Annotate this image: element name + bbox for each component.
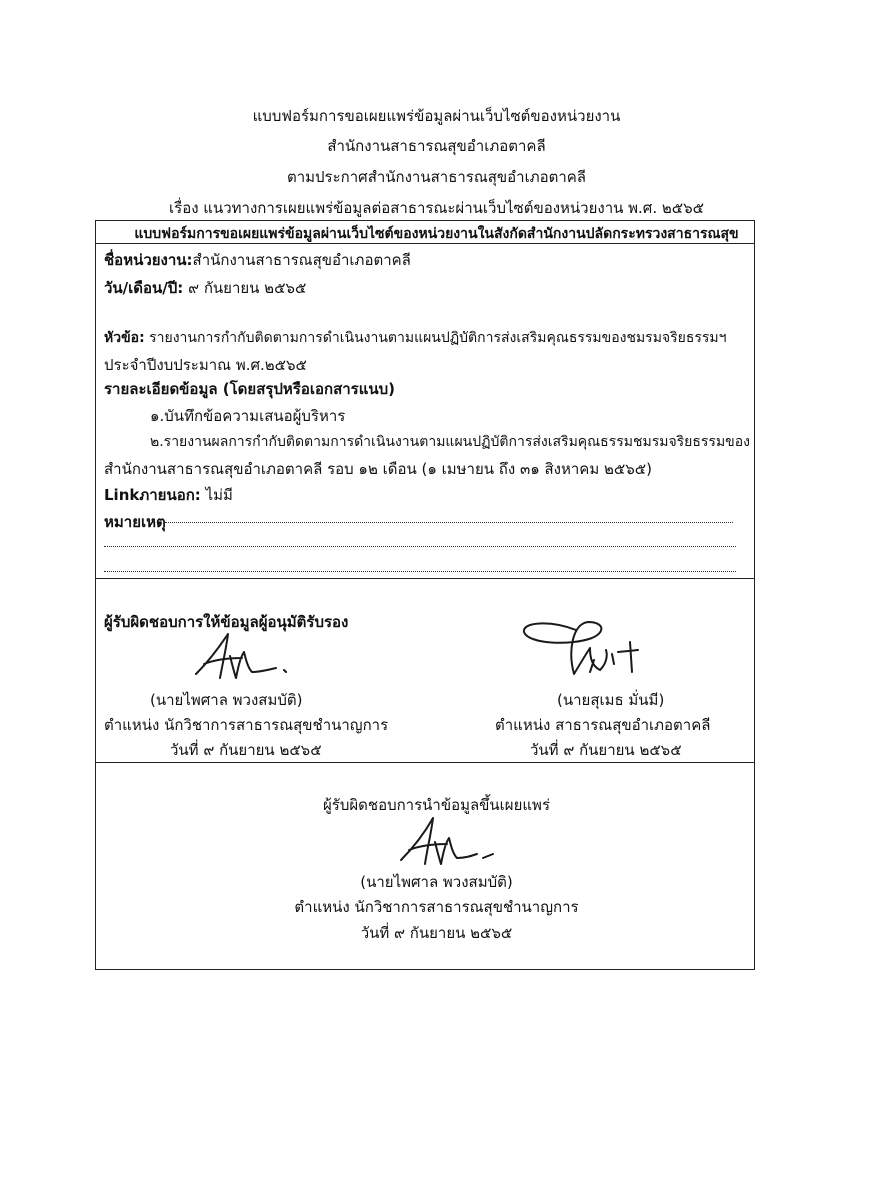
publisher-date: วันที่ ๙ กันยายน ๒๕๖๕ (360, 924, 513, 942)
approver-left-name: (นายไพศาล พวงสมบัติ) (150, 691, 303, 709)
agency-label: ชื่อหน่วยงาน: (104, 251, 193, 269)
agency-value: สำนักงานสาธารณสุขอำเภอตาคลี (192, 251, 411, 269)
details-item-1: ๑.บันทึกข้อความเสนอผู้บริหาร (150, 407, 346, 425)
date-label: วัน/เดือน/ปี: (104, 279, 184, 297)
date-row (104, 276, 306, 300)
approver-right-name: (นายสุเมธ มั่นมี) (557, 691, 665, 709)
topic-row (104, 327, 727, 349)
approver-right-date: วันที่ ๙ กันยายน ๒๕๖๕ (530, 741, 682, 759)
divider-approval (95, 762, 755, 763)
remark-line-2 (104, 546, 736, 547)
divider-details (95, 578, 755, 579)
details-item-2: ๒.รายงานผลการกำกับติดตามการดำเนินงานตามแผนปฏิบัติการส่งเสริมคุณธรรมชมรมจริยธรรมของ (150, 434, 750, 450)
publisher-name: (นายไพศาล พวงสมบัติ) (360, 873, 513, 891)
link-row (104, 483, 233, 507)
details-label: รายละเอียดข้อมูล (โดยสรุปหรือเอกสารแนบ) (104, 380, 396, 398)
signature-left (190, 628, 300, 690)
approval-heading: ผู้รับผิดชอบการให้ข้อมูลผู้อนุมัติรับรอง (104, 613, 349, 631)
details-item-2-cont: สำนักงานสาธารณสุขอำเภอตาคลี รอบ ๑๒ เดือน (๑ เมษายน ถึง ๓๑ สิงหาคม ๒๕๖๕) (104, 460, 652, 478)
link-label: Linkภายนอก: (104, 486, 201, 504)
approver-right-position: ตำแหน่ง สาธารณสุขอำเภอตาคลี (495, 716, 711, 734)
date-value: ๙ กันยายน ๒๕๖๕ (183, 279, 307, 297)
header-subject: เรื่อง แนวทางการเผยแพร่ข้อมูลต่อสาธารณะผ่านเว็บไซต์ของหน่วยงาน พ.ศ. ๒๕๖๕ (169, 199, 704, 217)
approver-left-date: วันที่ ๙ กันยายน ๒๕๖๕ (170, 741, 322, 759)
topic-value: รายงานการกำกับติดตามการดำเนินงานตามแผนปฏิบัติการส่งเสริมคุณธรรมของชมรมจริยธรรมฯ (144, 330, 727, 346)
topic-value-cont: ประจำปีงบประมาณ พ.ศ.๒๕๖๕ (104, 356, 307, 374)
header-agency: สำนักงานสาธารณสุขอำเภอตาคลี (327, 137, 546, 155)
topic-label: หัวข้อ: (104, 330, 145, 346)
header-title: แบบฟอร์มการขอเผยแพร่ข้อมูลผ่านเว็บไซต์ของหน่วยงาน (252, 107, 621, 125)
publisher-heading: ผู้รับผิดชอบการนำข้อมูลขึ้นเผยแพร่ (322, 796, 550, 814)
remark-label: หมายเหตุ (104, 513, 166, 531)
header-announcement: ตามประกาศสำนักงานสาธารณสุขอำเภอตาคลี (286, 168, 586, 186)
remark-line-1 (165, 522, 733, 523)
agency-row (104, 248, 411, 272)
signature-publisher (395, 812, 505, 874)
publisher-position: ตำแหน่ง นักวิชาการสาธารณสุขชำนาญการ (294, 898, 579, 916)
link-value: ไม่มี (200, 486, 233, 504)
signature-right (510, 612, 660, 688)
remark-line-3 (104, 571, 736, 572)
approver-left-position: ตำแหน่ง นักวิชาการสาธารณสุขชำนาญการ (104, 716, 389, 734)
form-title: แบบฟอร์มการขอเผยแพร่ข้อมูลผ่านเว็บไซต์ของหน่วยงานในสังกัดสำนักงานปลัดกระทรวงสาธารณสุข (134, 226, 739, 242)
